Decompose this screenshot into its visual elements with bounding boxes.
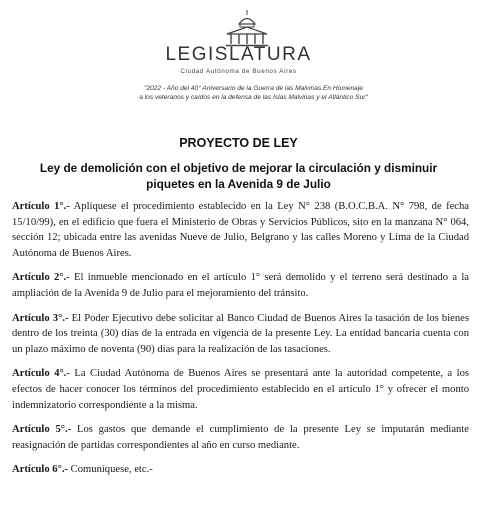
motto-line-1: "2022 - Año del 40° Aniversario de la Guerra de las Malvinas.En Homenaje [144,85,363,92]
article-6 [12,462,469,478]
letterhead [10,0,467,114]
article-text: La Ciudad Autónoma de Buenos Aires se presentará ante la autoridad competente, a los efectos de hacer conocer los términos del procedimiento establecido en el artículo 1° y ofrecer el monto indemnizatorio correspondiente a la misma. [12,368,469,411]
legislature-building-icon [221,8,273,48]
article-5 [12,422,469,453]
org-subtitle: Ciudad Autónoma de Buenos Aires [180,68,297,75]
article-label: Artículo 4°.- [12,368,70,380]
article-1 [12,199,469,261]
article-4 [12,366,469,413]
commemorative-motto [70,84,437,102]
law-title: Ley de demolición con el objetivo de mejorar la circulación y disminuir piquetes en la Avenida 9 de Julio [39,161,438,191]
article-2 [12,270,469,301]
article-text: Aplíquese el procedimiento establecido en la Ley N° 238 (B.O.C.B.A. N° 798, de fecha 15/10/99), en el edificio que fuera el Ministerio de Obras y Servicios Públicos, sito en la manzana N° 064, sección 12; ubicada entre las avenidas Nueve de Julio, Belgrano y las calles Moreno y Lima de la Ciudad Autónoma de Buenos Aires. [12,201,470,259]
article-text: Comuníquese, etc.- [68,464,153,476]
article-text: Los gastos que demande el cumplimiento de la presente Ley se imputarán mediante reasignación de partidas correspondientes al año en curso mediante. [12,424,469,451]
articles-list [12,199,469,487]
article-label: Artículo 1°.- [12,201,70,212]
article-label: Artículo 6°.- [12,464,69,476]
article-label: Artículo 2°.- [12,272,70,284]
article-text: El Poder Ejecutivo debe solicitar al Banco Ciudad de Buenos Aires la tasación de los bienes dentro de los treinta (30) días de la entrada en vigencia de la presente Ley. La entidad bancaria cuenta con un plazo máximo de noventa (90) días para la realización de las tasaciones. [12,312,470,355]
org-name: LEGISLATURA [165,44,312,65]
motto-line-2: a los veteranos y caídos en la defensa de las Islas Malvinas y el Atlántico Sur" [139,94,368,101]
article-text: El inmueble mencionado en el artículo 1° será demolido y el terreno será destinado a la ampliación de la Avenida 9 de Julio para el mejoramiento del tránsito. [12,272,470,299]
article-label: Artículo 3°.- [12,312,69,324]
project-title: PROYECTO DE LEY [179,136,298,150]
article-label: Artículo 5°.- [12,424,72,436]
article-3 [12,311,469,358]
